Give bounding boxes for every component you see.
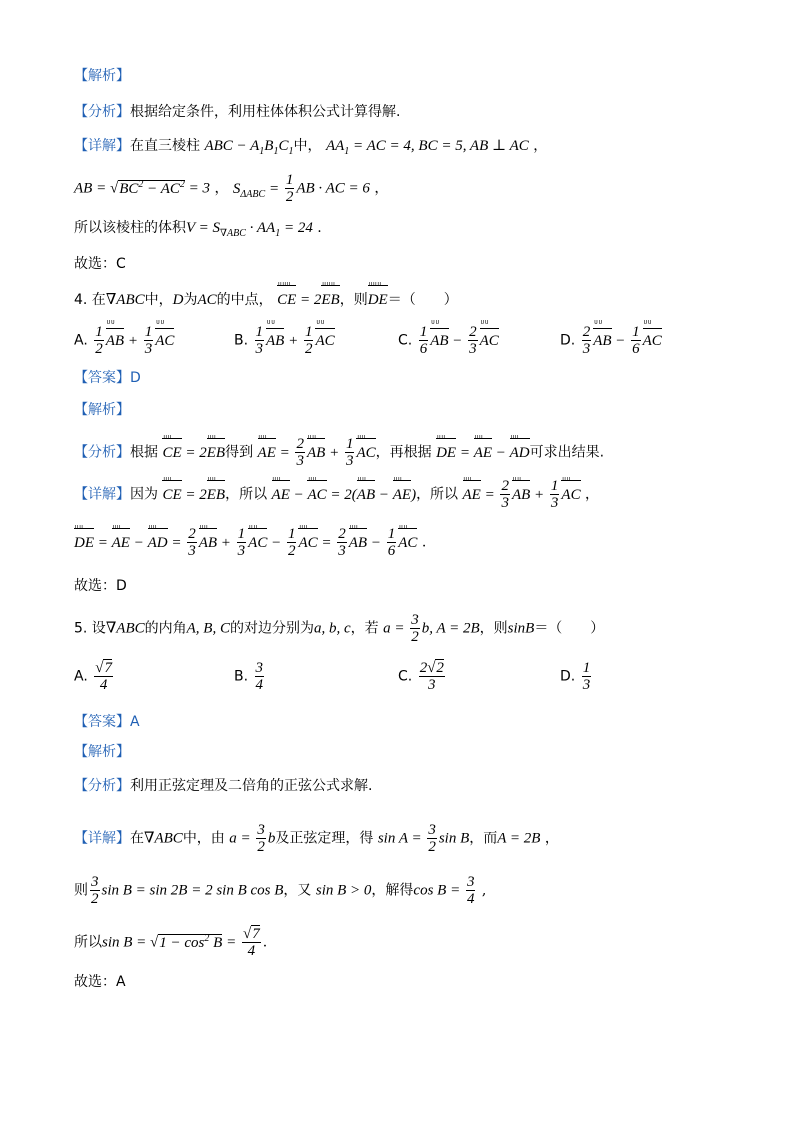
q4-detail-1: 【详解】因为 ᵁᵁ CE = 2 ᵁᵁ EB，所以 ᵁᵁ AE − ᵁᵁ AC = 2( ᵁᵁ AB − ᵁᵁ AE)，所以 ᵁᵁ AE = $\frac{2}{3}$ ᵁᵁ AB + $\frac{1}{3}$ ᵁᵁ AC ， [74,476,600,511]
q5-option-b: B. $\frac{3}{4}$ [234,660,264,693]
volume-line: 所以该棱柱的体积$V = S_{\nabla ABC} \cdot AA_1 = 24$ . [74,220,322,239]
q5-detail-1: 【详解】在∇ABC中，由 a = $\frac{3}{2}$ b及正弦定理，得 sin A = $\frac{3}{2}$ sin B，而A = 2B ， [74,822,559,855]
q5-option-d: D. $\frac{1}{3}$ [560,660,591,693]
detail-line-1: 【详解】在直三棱柱 ABC − $A_1B_1C_1$中， $AA_1$ = AC = 4, BC = 5, AB ⊥ AC ， [74,138,548,157]
q5-option-c: C. $\frac{2√2}{3}$ [398,660,444,693]
q4-option-a: A. $\frac{1}{2}$ ᵁᵁ AB + $\frac{1}{3}$ ᵁᵁ AC [74,319,175,357]
q4-jiexi: 【解析】 [74,402,130,418]
q4-answer: 【答案】D [74,370,141,386]
q5-stem: 5. 设∇ABC的内角A, B, C的对边分别为a, b, c，若 a = $\frac{3}{2}$ b, A = 2B，则sinB＝（ ） [74,612,605,645]
q4-stem: 4. 在∇ABC中，D为AC的中点， ᵁᵁᵁ CE = 2 ᵁᵁᵁ EB，则 ᵁᵁᵁ DE＝（ ） [74,282,458,308]
q4-detail-2: ᵁᵁ DE = ᵁᵁ AE − ᵁᵁ AD = $\frac{2}{3}$ ᵁᵁ AB + $\frac{1}{3}$ ᵁᵁ AC − $\frac{1}{2}$ ᵁᵁ AC = $\frac{2}{3}$ ᵁᵁ AB − $\frac{1}{6}$ ᵁᵁ AC . [74,524,427,559]
q4-option-d: D. $\frac{2}{3}$ ᵁᵁ AB − $\frac{1}{6}$ ᵁᵁ AC [560,319,662,357]
q4-option-c: C. $\frac{1}{6}$ ᵁᵁ AB − $\frac{2}{3}$ ᵁᵁ AC [398,319,499,357]
q5-detail-2: 则 $\frac{3}{2}$ sin B = sin 2B = 2 sin B cos B，又 sin B > 0，解得cos B = $\frac{3}{4}$ , [74,874,487,907]
q5-choice: 故选：A [74,974,126,990]
jiexi-heading: 【解析】 [74,68,130,84]
q5-option-a: A. $\frac{√7}{4}$ [74,660,112,693]
answer-prev: 故选：C [74,256,126,272]
detail-line-2: AB = $√BC^2 - AC^2 = 3$ ， $S_{\Delta ABC}$ = $\frac{1}{2}$ AB · AC = 6 ， [74,172,389,205]
q5-analysis: 【分析】利用正弦定理及二倍角的正弦公式求解. [74,778,373,794]
q4-analysis: 【分析】根据 ᵁᵁ CE = 2 ᵁᵁ EB得到 ᵁᵁ AE = $\frac{2}{3}$ ᵁᵁ AB + $\frac{1}{3}$ ᵁᵁ AC，再根据 ᵁᵁ DE = ᵁᵁ AE − ᵁᵁ AD可求出结果. [74,434,605,469]
q5-jiexi: 【解析】 [74,744,130,760]
analysis-line: 【分析】根据给定条件，利用柱体体积公式计算得解. [74,104,401,120]
q5-detail-3: 所以$\sin B = √1 - \cos^2 B$ = $\frac{√7}{4}$ . [74,926,268,959]
q4-option-b: B. $\frac{1}{3}$ ᵁᵁ AB + $\frac{1}{2}$ ᵁᵁ AC [234,319,335,357]
q4-choice: 故选：D [74,578,127,594]
q5-answer: 【答案】A [74,714,140,730]
